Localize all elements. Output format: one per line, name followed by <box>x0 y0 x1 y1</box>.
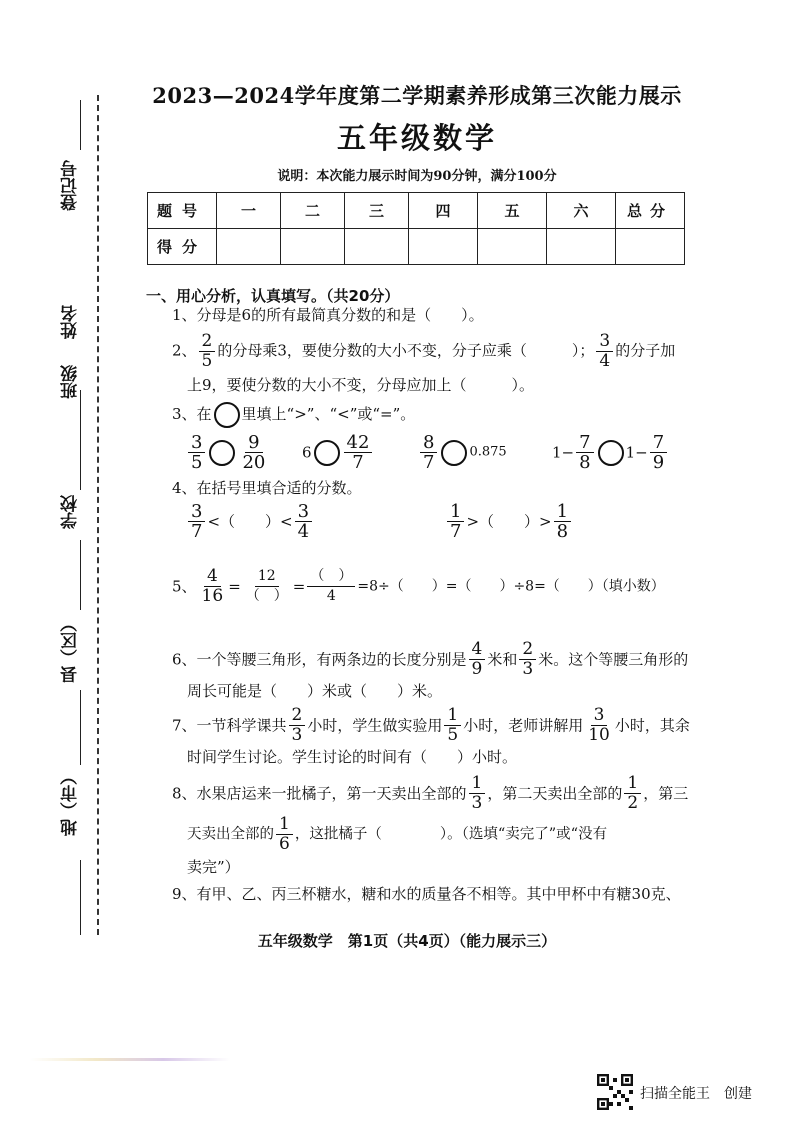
margin-line-city <box>80 690 81 765</box>
q2-num: 2、 <box>172 341 197 360</box>
question-7: 7、一节科学课共 $\frac{2}{3}$ 小时，学生做实验用 $\frac{1}{5}$ 小时，老师讲解用 $\frac{3}{10}$ 小时，其余 <box>172 705 690 745</box>
score-cell[interactable] <box>217 229 281 265</box>
binding-dashed-line <box>97 95 99 935</box>
col-4: 四 <box>409 193 478 229</box>
q2-text: 的分母乘3，要使分数的大小不变，分子应乘（ ）； <box>217 341 595 360</box>
question-4: 4、在括号里填合适的分数。 <box>172 479 362 497</box>
margin-school-label: 学校 <box>61 495 81 529</box>
q2-text: 的分子加 <box>615 341 676 360</box>
fraction: $\frac{2}{5}$ <box>199 332 216 371</box>
score-label: 得分 <box>148 229 217 265</box>
page-footer: 五年级数学 第1页（共4页）（能力展示三） <box>257 932 557 950</box>
q4-item-b: $\frac{1}{7}$ >（ ）> $\frac{1}{8}$ <box>445 502 573 541</box>
question-6: 6、一个等腰三角形，有两条边的长度分别是 $\frac{4}{9}$ 米和 $\frac{2}{3}$ 米。这个等腰三角形的 <box>172 639 689 679</box>
qr-code-icon <box>597 1074 633 1110</box>
question-8: 8、水果店运来一批橘子，第一天卖出全部的 $\frac{1}{3}$ ，第二天卖出全部的 $\frac{1}{2}$ ，第三 <box>172 773 689 813</box>
q3-item-b: 6 $\frac{42}{7}$ <box>302 433 374 472</box>
margin-city-label: 地（市） <box>61 768 81 836</box>
margin-name-label: 姓名 <box>61 305 81 339</box>
margin-register-label: 登记号 <box>61 160 81 211</box>
question-number-label: 题号 <box>148 193 217 229</box>
score-table <box>147 192 685 265</box>
total-label: 总分 <box>616 193 685 229</box>
q3-item-c: $\frac{8}{7}$ 0.875 <box>418 433 507 472</box>
score-cell[interactable] <box>547 229 616 265</box>
col-6: 六 <box>547 193 616 229</box>
score-cell-total[interactable] <box>616 229 685 265</box>
score-cell[interactable] <box>345 229 409 265</box>
score-cell[interactable] <box>478 229 547 265</box>
circle-blank-icon <box>214 402 240 428</box>
compare-circle[interactable] <box>209 440 235 466</box>
margin-line-school <box>80 420 81 490</box>
compare-circle[interactable] <box>598 440 624 466</box>
col-2: 二 <box>281 193 345 229</box>
question-2-line2: 上9，要使分数的大小不变，分母应加上（ ）。 <box>187 376 535 394</box>
subject-title: 五年级数学 <box>336 121 497 155</box>
col-3: 三 <box>345 193 409 229</box>
q4-item-a: $\frac{3}{7}$ <（ ）< $\frac{3}{4}$ <box>186 502 314 541</box>
question-6-line2: 周长可能是（ ）米或（ ）米。 <box>187 682 443 700</box>
col-5: 五 <box>478 193 547 229</box>
fraction: $\frac{3}{4}$ <box>596 332 613 371</box>
score-table-score-row <box>148 229 685 265</box>
question-5: 5、 $\frac{4}{16}$ = 12 （ ） = （ ） 4 =8÷（ ）=（ ）÷8=（ ）（填小数） <box>172 566 665 606</box>
section-1-heading: 一、用心分析，认真填写。（共20分） <box>146 287 400 305</box>
question-2 <box>172 332 675 371</box>
score-cell[interactable] <box>409 229 478 265</box>
question-8-line3: 卖完”） <box>187 858 240 876</box>
question-7-line2: 时间学生讨论。学生讨论的时间有（ ）小时。 <box>187 748 518 766</box>
score-table-header-row <box>148 193 685 229</box>
question-3: 3、在 里填上“>”、“<”或“=”。 <box>172 402 415 428</box>
question-9: 9、有甲、乙、丙三杯糖水，糖和水的质量各不相等。其中甲杯中有糖30克、 <box>172 885 681 903</box>
compare-circle[interactable] <box>314 440 340 466</box>
margin-line-county <box>80 540 81 610</box>
scanner-watermark: 扫描全能王 创建 <box>640 1086 752 1102</box>
margin-class-label: 班级 <box>61 365 81 399</box>
exam-title: 2023—2024学年度第二学期素养形成第三次能力展示 <box>152 83 682 108</box>
compare-circle[interactable] <box>441 440 467 466</box>
question-8-line2: 天卖出全部的 $\frac{1}{6}$ ，这批橘子（ ）。（选填“卖完了”或“没有 <box>187 814 608 854</box>
q3-item-d: 1− $\frac{7}{8}$ 1− $\frac{7}{9}$ <box>552 433 669 472</box>
q3-item-a: $\frac{3}{5}$ $\frac{9}{20}$ <box>186 433 270 472</box>
scan-artifact <box>30 1058 230 1061</box>
margin-line-bottom <box>80 860 81 935</box>
margin-county-label: 县（区） <box>61 615 81 683</box>
score-cell[interactable] <box>281 229 345 265</box>
exam-note: 说明：本次能力展示时间为90分钟，满分100分 <box>277 169 557 184</box>
col-1: 一 <box>217 193 281 229</box>
question-1: 1、分母是6的所有最简真分数的和是（ ）。 <box>172 306 484 324</box>
